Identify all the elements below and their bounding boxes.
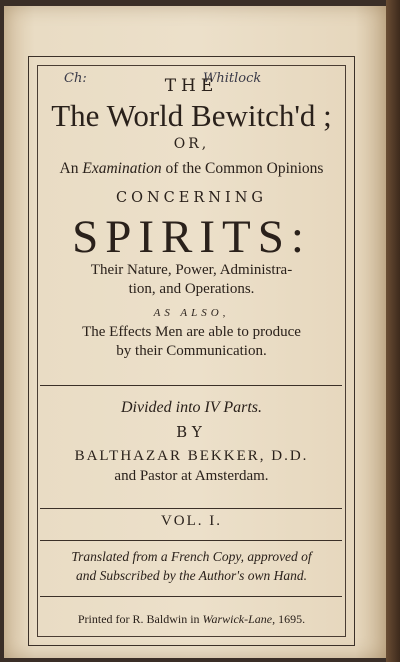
- as-also-line: AS ALSO,: [153, 307, 230, 319]
- author-name: BALTHAZAR BEKKER, D.D.: [74, 448, 309, 464]
- translation-note-2: and Subscribed by the Author's own Hand.: [75, 568, 307, 583]
- subtitle-examination: [38, 160, 345, 178]
- spirits-heading: SPIRITS:: [72, 211, 311, 263]
- title-or: OR,: [173, 136, 210, 152]
- book-spine: [386, 0, 400, 662]
- imprint-place: Warwick-Lane,: [202, 612, 276, 626]
- divider-rule: [40, 385, 342, 386]
- divided-line: Divided into IV Parts.: [120, 399, 263, 416]
- effects-line-1: The Effects Men are able to produce: [82, 324, 301, 340]
- nature-line-1: Their Nature, Power, Administra-: [90, 262, 293, 278]
- exam-suffix: of the Common Opinions: [165, 160, 324, 177]
- divider-rule: [40, 508, 342, 509]
- imprint-year: 1695.: [278, 612, 306, 626]
- by-line: BY: [176, 423, 207, 441]
- imprint-prefix: Printed for R. Baldwin in: [77, 612, 200, 626]
- divider-rule: [40, 540, 342, 541]
- title-article: THE: [164, 76, 219, 96]
- handwritten-signature: Whitlock: [203, 71, 262, 86]
- exam-italic: Examination: [82, 160, 162, 177]
- divider-rule: [40, 596, 342, 597]
- handwritten-note-left: Ch:: [64, 71, 87, 86]
- exam-prefix: An: [59, 160, 79, 177]
- nature-line-2: tion, and Operations.: [128, 281, 255, 297]
- volume-number: VOL. I.: [160, 513, 223, 529]
- main-title: The World Bewitch'd ;: [51, 98, 332, 133]
- translation-note-1: Translated from a French Copy, approved of: [71, 549, 312, 564]
- concerning-line: CONCERNING: [116, 190, 267, 206]
- imprint-line: [38, 612, 345, 627]
- author-position: and Pastor at Amsterdam.: [114, 468, 269, 484]
- effects-line-2: by their Communication.: [116, 343, 267, 359]
